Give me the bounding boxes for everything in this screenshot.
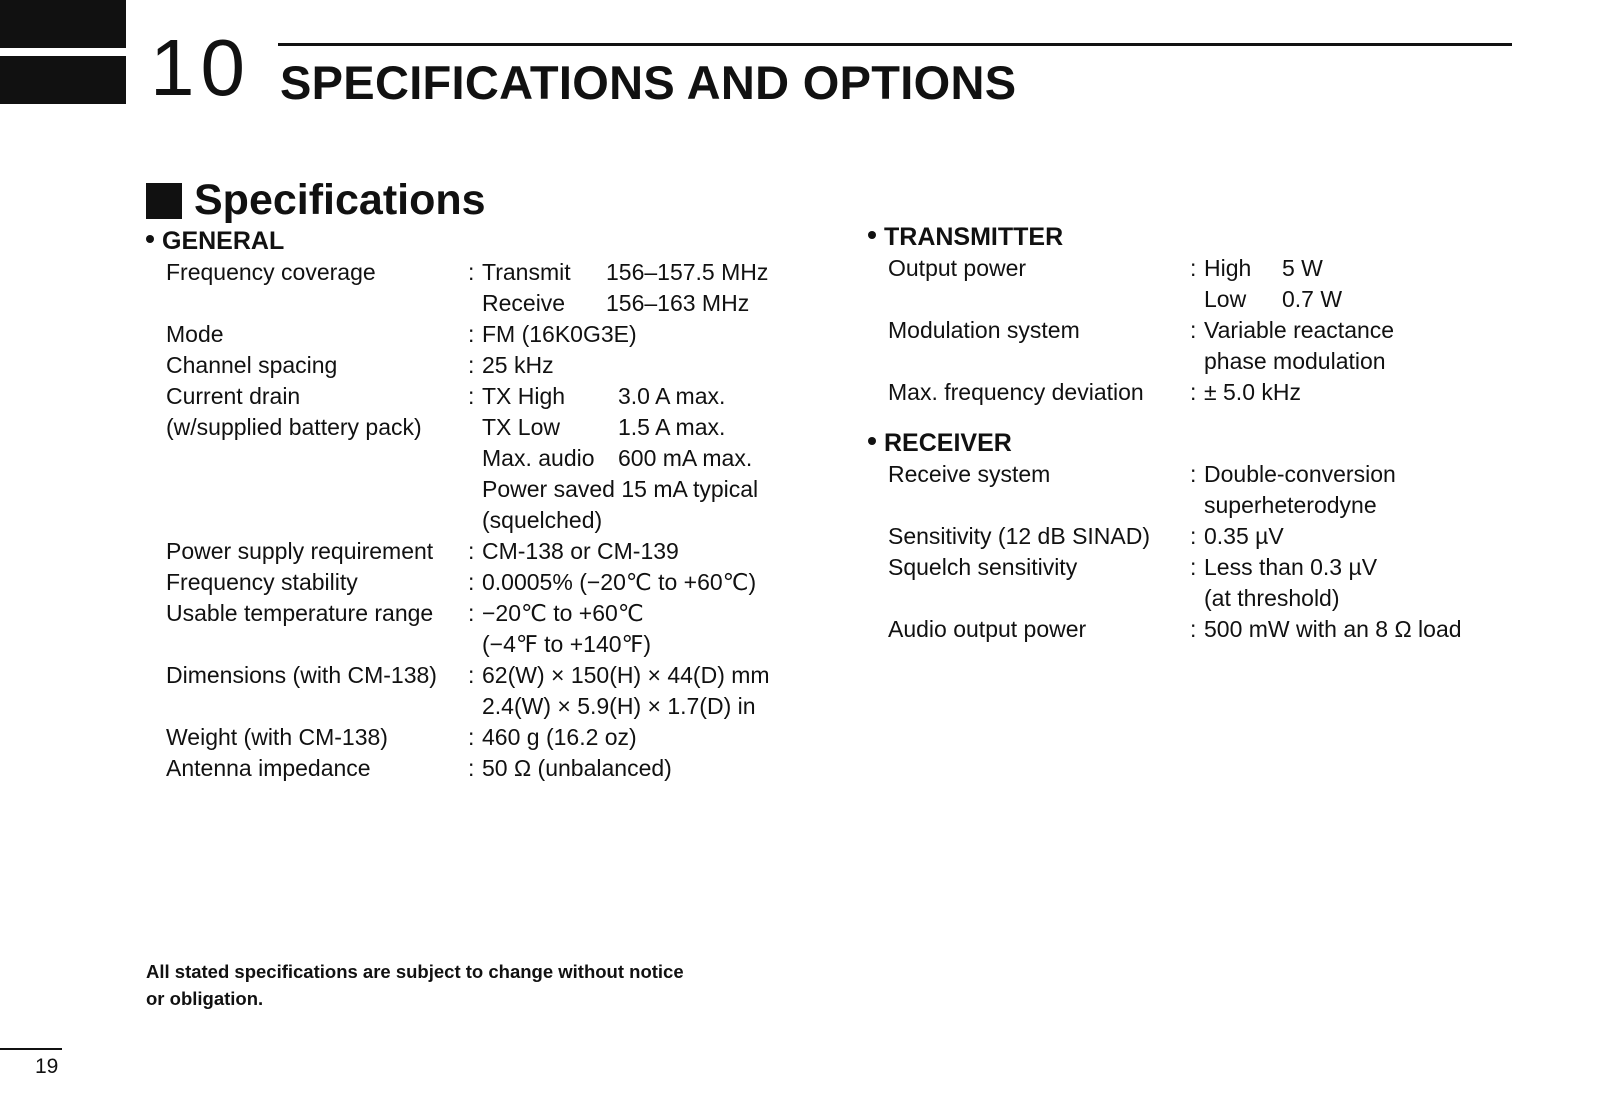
spec-row-sensitivity: Sensitivity (12 dB SINAD) : 0.35 µV [888,523,1284,549]
spec-row-frequency: Frequency coverage : Transmit 156–157.5 MHz [166,259,769,285]
spec-row-mode: Mode : FM (16K0G3E) [166,321,637,347]
bullet-icon [146,235,154,243]
chapter-tab-lower [0,56,126,104]
spec-row-dimensions: Dimensions (with CM-138) : 62(W) × 150(H) × 44(D) mm [166,662,770,688]
spec-row-squelch-2: (at threshold) [1204,585,1340,611]
spec-row-antenna: Antenna impedance : 50 Ω (unbalanced) [166,755,672,781]
spec-row-receive: Receive 156–163 MHz [482,290,750,316]
chapter-title: SPECIFICATIONS AND OPTIONS [280,56,1017,109]
section-marker [146,183,182,219]
spec-row-weight: Weight (with CM-138) : 460 g (16.2 oz) [166,724,637,750]
spec-row-current: Current drain : TX High 3.0 A max. [166,383,726,409]
general-heading: GENERAL [146,226,770,257]
spec-row-current-txlow: (w/supplied battery pack) TX Low 1.5 A max. [166,414,726,440]
spec-row-current-squelched: (squelched) [482,507,603,533]
spec-row-stability: Frequency stability : 0.0005% (−20℃ to +60℃) [166,569,757,595]
transmitter-heading: TRANSMITTER [868,222,1462,253]
general-group [162,226,770,784]
spec-row-current-saved: Power saved 15 mA typical [482,476,759,502]
spec-row-output-power: Output power : High 5 W [888,255,1323,281]
receiver-heading: RECEIVER [868,428,1462,459]
disclaimer-note: All stated specifications are subject to change without notice or obligation. [146,961,684,1009]
chapter-tab-upper [0,0,126,48]
spec-row-receive-system: Receive system : Double-conversion [888,461,1396,487]
spec-row-deviation: Max. frequency deviation : ± 5.0 kHz [888,379,1301,405]
page-number-rule [0,1048,62,1050]
spec-row-temperature: Usable temperature range : −20℃ to +60℃ [166,600,644,626]
title-rule [278,43,1512,46]
spec-row-supply: Power supply requirement : CM-138 or CM-139 [166,538,679,564]
spec-row-squelch: Squelch sensitivity : Less than 0.3 µV [888,554,1378,580]
page-number: 19 [35,1055,59,1078]
spec-row-receive-system-2: superheterodyne [1204,492,1377,518]
spec-row-temperature-f: (−4℉ to +140℉) [482,631,652,657]
spec-row-modulation-2: phase modulation [1204,348,1386,374]
spec-row-modulation: Modulation system : Variable reactance [888,317,1395,343]
transmitter-group [884,222,1462,645]
spec-row-spacing: Channel spacing : 25 kHz [166,352,554,378]
spec-row-current-audio: Max. audio 600 mA max. [482,445,753,471]
chapter-number: 10 [150,23,251,112]
spec-row-output-low: Low 0.7 W [1204,286,1343,312]
spec-row-dimensions-in: 2.4(W) × 5.9(H) × 1.7(D) in [482,693,756,719]
bullet-icon [868,231,876,239]
spec-row-audio-output: Audio output power : 500 mW with an 8 Ω load [888,616,1462,642]
section-title: Specifications [194,176,486,224]
bullet-icon [868,437,876,445]
